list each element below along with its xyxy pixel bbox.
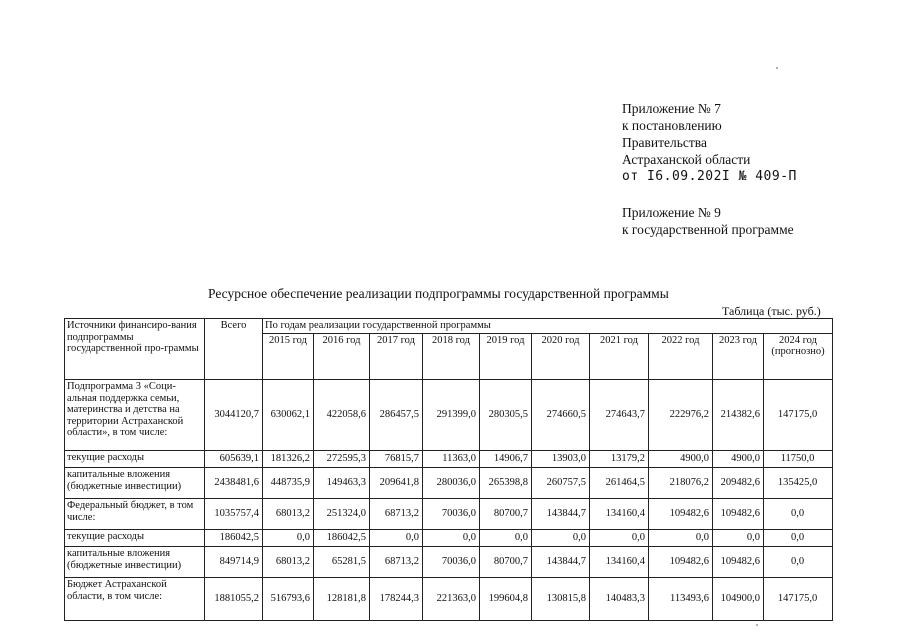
year-header: 2020 год: [532, 333, 590, 379]
row-year-value-cell: 186042,5: [314, 530, 370, 547]
row-year-value-cell: 13179,2: [590, 451, 649, 468]
scan-speck: [776, 67, 778, 69]
appendix-7-region: Астраханской области: [622, 152, 751, 167]
row-source-cell: Подпрограмма 3 «Соци-альная поддержка семьи, материнства и детства на территории Астраханской области», в том числе:: [65, 380, 205, 451]
row-year-value-cell: 143844,7: [532, 499, 590, 530]
appendix-9-block: [622, 204, 794, 238]
header-source: Источники финансиро-вания подпрограммы государственной про-граммы: [65, 319, 205, 380]
table-row: [65, 578, 833, 621]
year-header: 2018 год: [423, 333, 480, 379]
row-year-value-cell: 113493,6: [649, 578, 713, 621]
table-row: [65, 380, 833, 451]
row-year-value-cell: 147175,0: [764, 578, 833, 621]
row-year-value-cell: 181326,2: [263, 451, 314, 468]
table-row: [65, 530, 833, 547]
scan-speck: [756, 624, 758, 626]
year-header: 2021 год: [590, 333, 649, 379]
appendix-7-block: [622, 100, 797, 185]
row-year-value-cell: 0,0: [370, 530, 423, 547]
appendix-7-decree-date-number: от I6.09.202I № 409-П: [622, 169, 797, 184]
row-year-value-cell: 265398,8: [480, 468, 532, 499]
row-year-value-cell: 68713,2: [370, 547, 423, 578]
row-year-value-cell: 109482,6: [649, 499, 713, 530]
row-year-value-cell: 0,0: [764, 547, 833, 578]
row-year-value-cell: 109482,6: [713, 547, 764, 578]
row-year-value-cell: 274643,7: [590, 380, 649, 451]
row-year-value-cell: 11363,0: [423, 451, 480, 468]
row-year-value-cell: 0,0: [764, 499, 833, 530]
row-year-value-cell: 209641,8: [370, 468, 423, 499]
row-year-value-cell: 14906,7: [480, 451, 532, 468]
row-source-cell: Бюджет Астраханской области, в том числе:: [65, 578, 205, 621]
year-header: 2023 год: [713, 333, 764, 379]
table-row: [65, 499, 833, 530]
table-row: [65, 451, 833, 468]
row-year-value-cell: 251324,0: [314, 499, 370, 530]
row-year-value-cell: 135425,0: [764, 468, 833, 499]
row-year-value-cell: 280036,0: [423, 468, 480, 499]
year-header: 2024 год (прогнозно): [764, 333, 833, 379]
row-year-value-cell: 222976,2: [649, 380, 713, 451]
row-year-value-cell: 0,0: [480, 530, 532, 547]
row-year-value-cell: 0,0: [713, 530, 764, 547]
row-year-value-cell: 516793,6: [263, 578, 314, 621]
row-source-cell: капитальные вложения (бюджетные инвестиции): [65, 547, 205, 578]
row-source-cell: капитальные вложения (бюджетные инвестиции): [65, 468, 205, 499]
row-year-value-cell: 274660,5: [532, 380, 590, 451]
year-header: 2019 год: [480, 333, 532, 379]
row-year-value-cell: 130815,8: [532, 578, 590, 621]
row-year-value-cell: 134160,4: [590, 499, 649, 530]
row-year-value-cell: 221363,0: [423, 578, 480, 621]
row-year-value-cell: 11750,0: [764, 451, 833, 468]
appendix-9-to-program: к государственной программе: [622, 222, 794, 237]
resource-table: [64, 318, 833, 621]
row-year-value-cell: 109482,6: [713, 499, 764, 530]
row-total-cell: 1881055,2: [205, 578, 263, 621]
row-year-value-cell: 68713,2: [370, 499, 423, 530]
row-total-cell: 605639,1: [205, 451, 263, 468]
row-year-value-cell: 218076,2: [649, 468, 713, 499]
year-header: 2015 год: [263, 333, 314, 379]
row-year-value-cell: 109482,6: [649, 547, 713, 578]
row-year-value-cell: 0,0: [764, 530, 833, 547]
row-total-cell: 2438481,6: [205, 468, 263, 499]
row-year-value-cell: 214382,6: [713, 380, 764, 451]
row-year-value-cell: 104900,0: [713, 578, 764, 621]
row-year-value-cell: 147175,0: [764, 380, 833, 451]
row-total-cell: 3044120,7: [205, 380, 263, 451]
row-year-value-cell: 422058,6: [314, 380, 370, 451]
row-year-value-cell: 209482,6: [713, 468, 764, 499]
header-total: Всего: [205, 319, 263, 380]
row-year-value-cell: 140483,3: [590, 578, 649, 621]
row-total-cell: 186042,5: [205, 530, 263, 547]
row-year-value-cell: 80700,7: [480, 547, 532, 578]
row-year-value-cell: 149463,3: [314, 468, 370, 499]
appendix-9-title: Приложение № 9: [622, 205, 721, 220]
row-source-cell: Федеральный бюджет, в том числе:: [65, 499, 205, 530]
year-header: 2017 год: [370, 333, 423, 379]
row-source-cell: текущие расходы: [65, 451, 205, 468]
row-year-value-cell: 291399,0: [423, 380, 480, 451]
year-header: 2022 год: [649, 333, 713, 379]
row-year-value-cell: 143844,7: [532, 547, 590, 578]
row-year-value-cell: 134160,4: [590, 547, 649, 578]
row-year-value-cell: 630062,1: [263, 380, 314, 451]
row-year-value-cell: 68013,2: [263, 547, 314, 578]
appendix-7-title: Приложение № 7: [622, 101, 721, 116]
row-year-value-cell: 260757,5: [532, 468, 590, 499]
row-total-cell: 849714,9: [205, 547, 263, 578]
row-year-value-cell: 76815,7: [370, 451, 423, 468]
table-row: [65, 468, 833, 499]
row-year-value-cell: 178244,3: [370, 578, 423, 621]
row-year-value-cell: 4900,0: [649, 451, 713, 468]
table-caption: Таблица (тыс. руб.): [722, 304, 821, 318]
row-year-value-cell: 199604,8: [480, 578, 532, 621]
row-year-value-cell: 0,0: [423, 530, 480, 547]
appendix-7-to-decree: к постановлению: [622, 118, 722, 133]
row-year-value-cell: 80700,7: [480, 499, 532, 530]
row-year-value-cell: 286457,5: [370, 380, 423, 451]
row-year-value-cell: 4900,0: [713, 451, 764, 468]
document-title: Ресурсное обеспечение реализации подпрограммы государственной программы: [208, 286, 669, 301]
row-year-value-cell: 68013,2: [263, 499, 314, 530]
appendix-7-government: Правительства: [622, 135, 707, 150]
row-year-value-cell: 70036,0: [423, 547, 480, 578]
year-header: 2016 год: [314, 333, 370, 379]
row-year-value-cell: 65281,5: [314, 547, 370, 578]
row-year-value-cell: 13903,0: [532, 451, 590, 468]
row-source-cell: текущие расходы: [65, 530, 205, 547]
table-row: [65, 547, 833, 578]
row-year-value-cell: 261464,5: [590, 468, 649, 499]
row-year-value-cell: 0,0: [532, 530, 590, 547]
row-year-value-cell: 0,0: [263, 530, 314, 547]
row-year-value-cell: 128181,8: [314, 578, 370, 621]
header-by-years: По годам реализации государственной программы: [263, 319, 833, 334]
table-body: [65, 380, 833, 621]
row-year-value-cell: 280305,5: [480, 380, 532, 451]
row-year-value-cell: 0,0: [649, 530, 713, 547]
row-year-value-cell: 70036,0: [423, 499, 480, 530]
row-year-value-cell: 272595,3: [314, 451, 370, 468]
row-year-value-cell: 0,0: [590, 530, 649, 547]
row-year-value-cell: 448735,9: [263, 468, 314, 499]
row-total-cell: 1035757,4: [205, 499, 263, 530]
